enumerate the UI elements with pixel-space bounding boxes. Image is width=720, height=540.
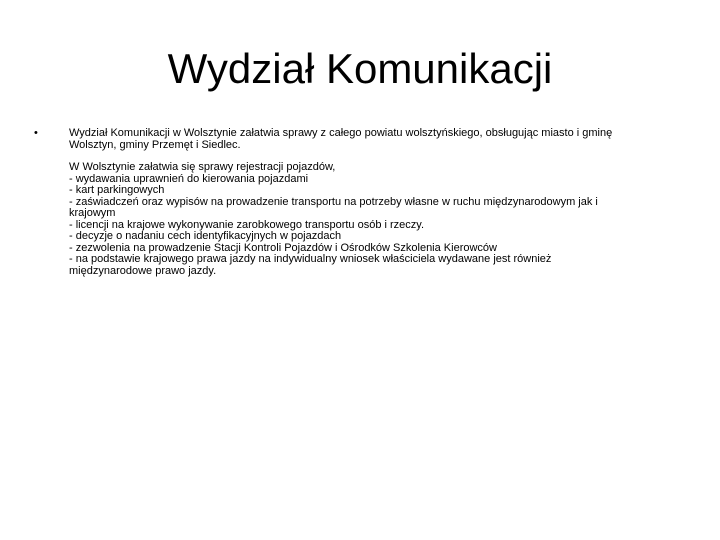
paragraph-intro	[69, 128, 664, 151]
slide-content	[34, 128, 664, 277]
text-line: Wydział Komunikacji w Wolsztynie załatwia sprawy z całego powiatu wolsztyńskiego, obsługując miasto i gminę	[69, 127, 613, 139]
text-line: - zaświadczeń oraz wypisów na prowadzenie transportu na potrzeby własne w ruchu międzynarodowym jak i	[69, 195, 598, 208]
bullet-glyph: •	[34, 127, 38, 139]
paragraph-services	[69, 162, 664, 277]
text-line: - decyzje o nadaniu cech identyfikacyjnych w pojazdach	[69, 230, 342, 242]
text-line: W Wolsztynie załatwia się sprawy rejestracji pojazdów,	[69, 161, 336, 173]
text-line: - na podstawie krajowego prawa jazdy na indywidualny wniosek właściciela wydawane jest również	[69, 253, 552, 265]
text-line: - zezwolenia na prowadzenie Stacji Kontroli Pojazdów i Ośrodków Szkolenia Kierowców	[69, 241, 497, 254]
text-line: - licencji na krajowe wykonywanie zarobkowego transportu osób i rzeczy.	[69, 218, 425, 231]
slide-title: Wydział Komunikacji	[167, 45, 553, 92]
text-line: krajowym	[69, 207, 116, 219]
text-line: - kart parkingowych	[69, 184, 165, 196]
text-line: Wolsztyn, gminy Przemęt i Siedlec.	[69, 138, 241, 151]
text-line: - wydawania uprawnień do kierowania pojazdami	[69, 172, 309, 185]
bullet-item	[34, 128, 664, 277]
text-line: międzynarodowe prawo jazdy.	[69, 264, 217, 277]
